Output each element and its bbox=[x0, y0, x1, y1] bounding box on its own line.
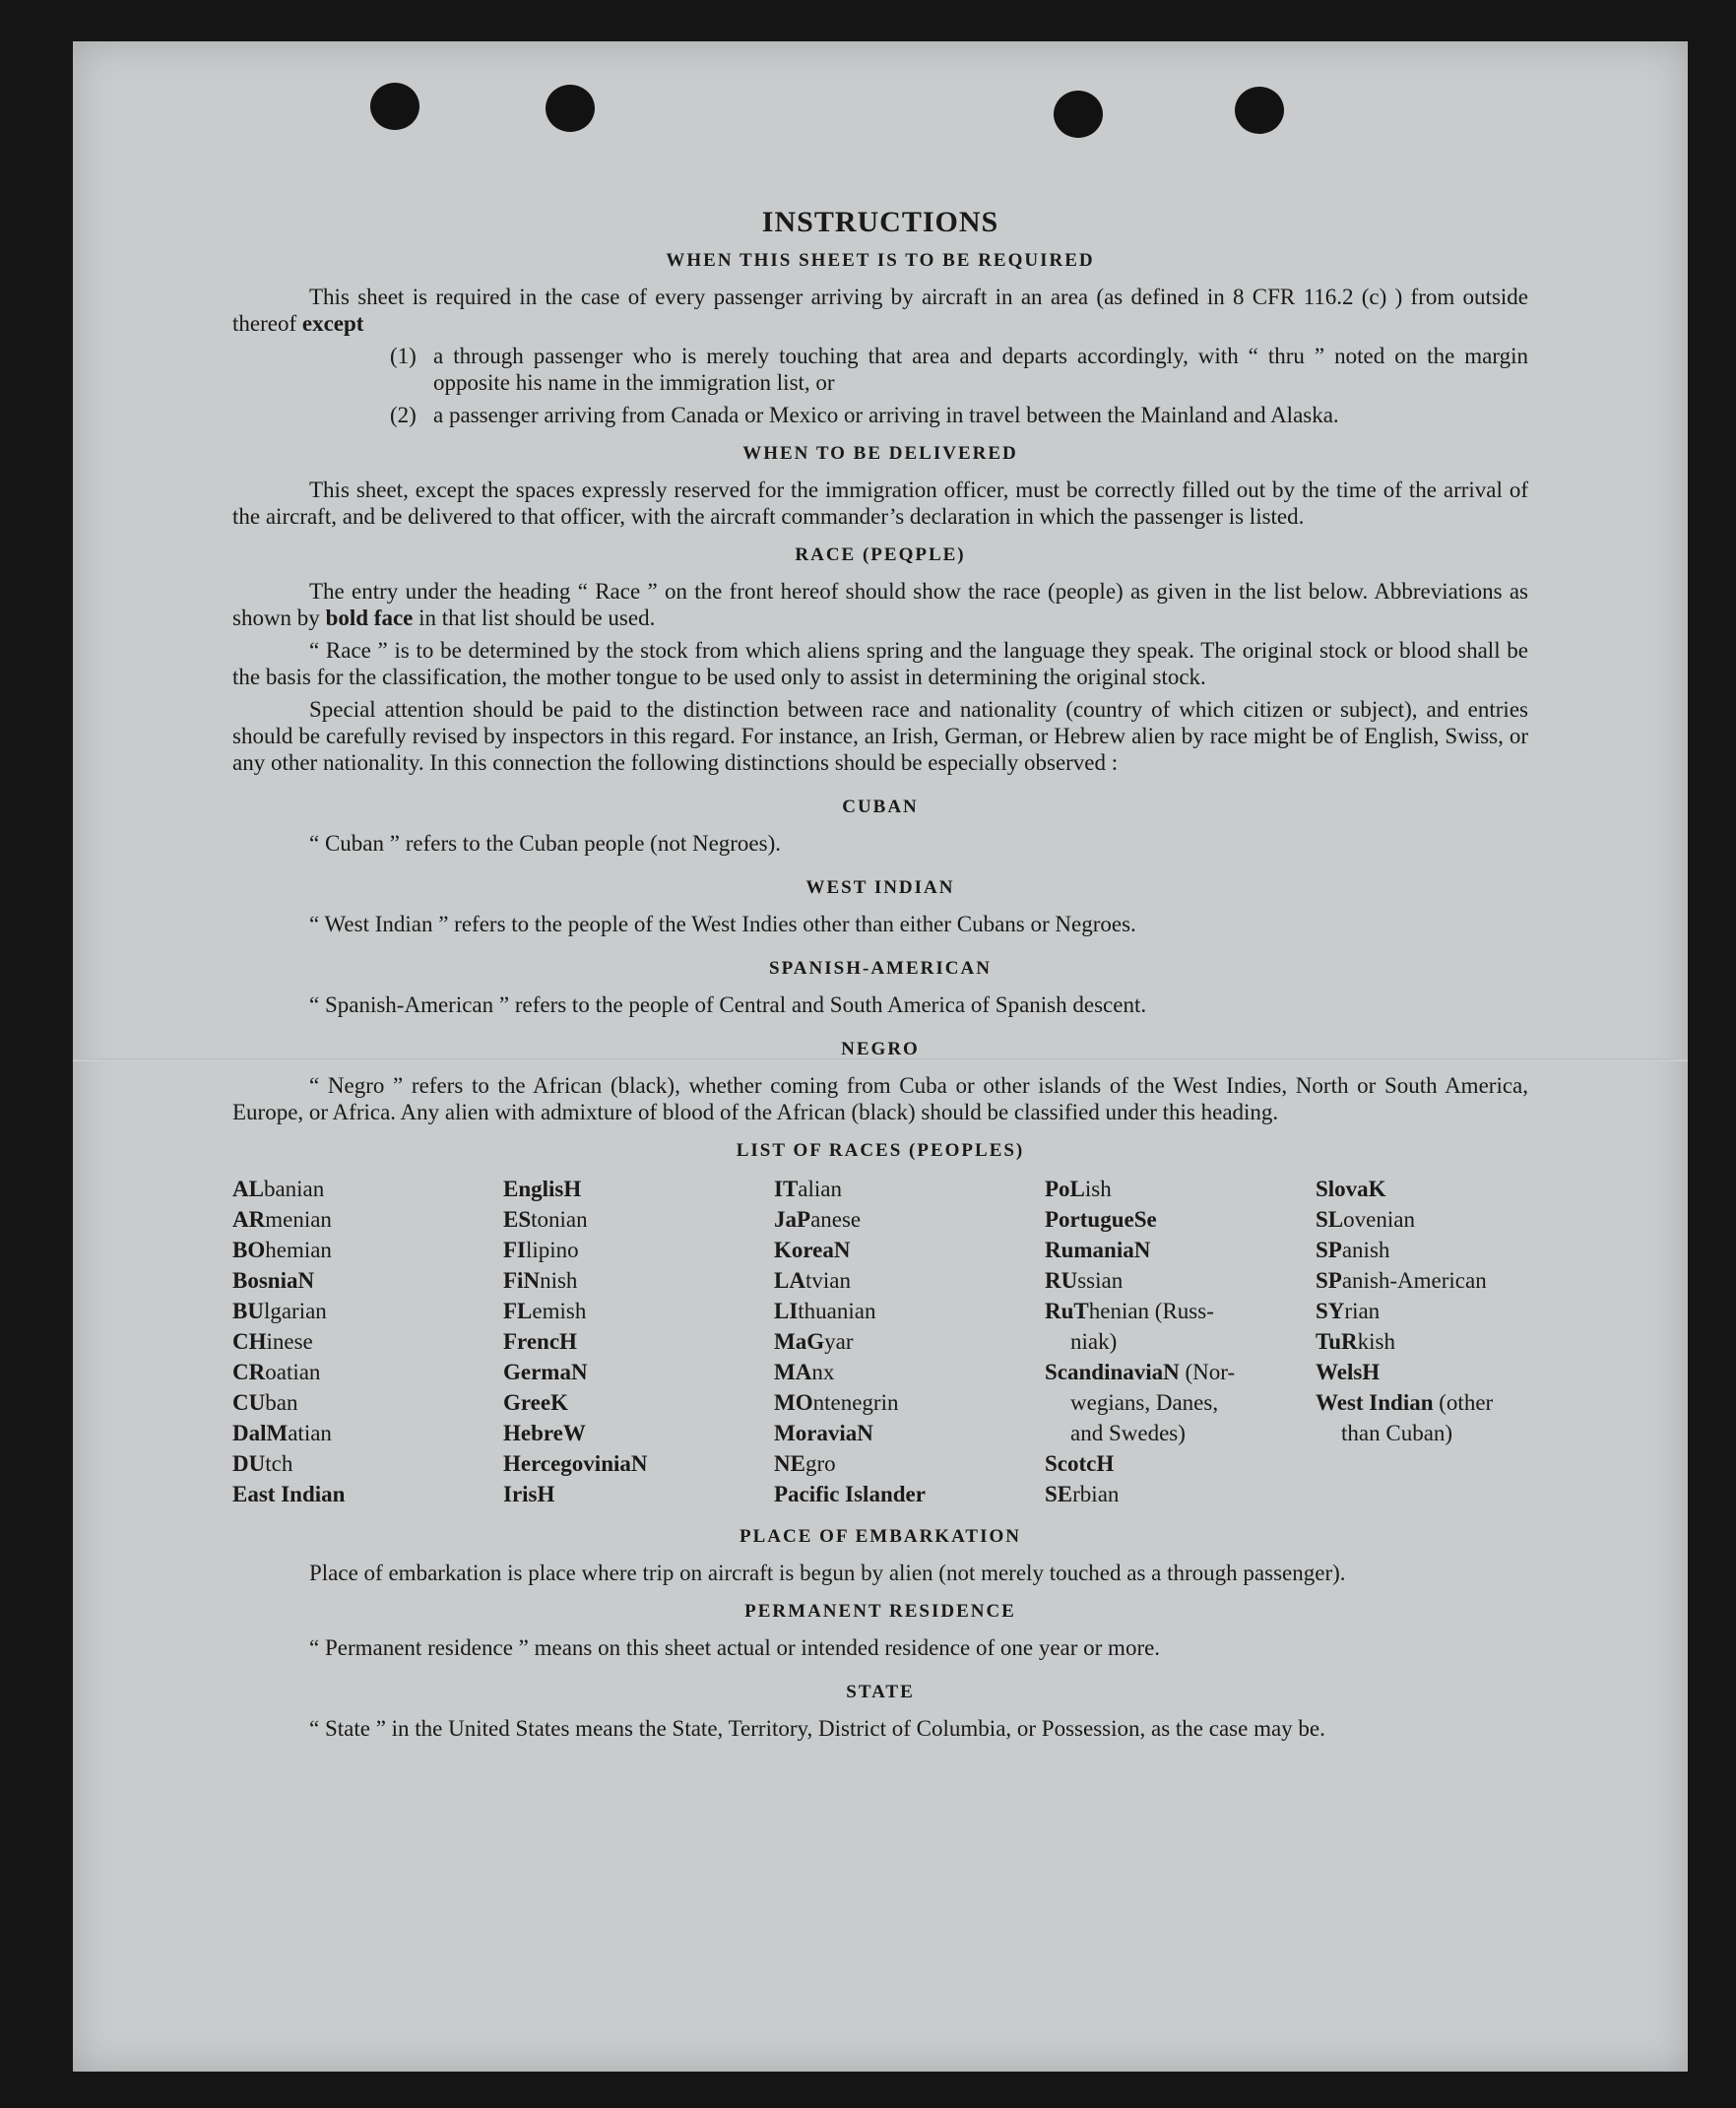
race-entry bbox=[232, 1296, 503, 1326]
race-abbrev: TuR bbox=[1316, 1329, 1358, 1354]
race-entry bbox=[503, 1357, 774, 1387]
race-entry bbox=[1316, 1326, 1586, 1357]
races-list bbox=[232, 1174, 1528, 1509]
race-entry bbox=[774, 1265, 1045, 1296]
race-abbrev: BO bbox=[232, 1238, 266, 1262]
race-entry bbox=[503, 1235, 774, 1265]
race-abbrev: RuT bbox=[1045, 1299, 1089, 1323]
when-required-intro: This sheet is required in the case of every passenger arriving by aircraft in an area (as defined in 8 CFR 116.2 (c) ) from outside thereof except bbox=[232, 285, 1528, 336]
race-abbrev: FL bbox=[503, 1299, 533, 1323]
race-abbrev: WelsH bbox=[1316, 1360, 1381, 1384]
race-rest: lgarian bbox=[263, 1299, 327, 1323]
race-entry bbox=[774, 1174, 1045, 1204]
west-indian-text: “ West Indian ” refers to the people of the West Indies other than either Cubans or Negroes. bbox=[309, 912, 1136, 936]
race-entry bbox=[503, 1387, 774, 1418]
race-entry bbox=[774, 1235, 1045, 1265]
race-rest: tonian bbox=[531, 1207, 588, 1232]
race-entry bbox=[1316, 1296, 1586, 1326]
punch-hole bbox=[546, 85, 595, 132]
race-abbrev: EnglisH bbox=[503, 1177, 582, 1201]
race-rest: gro bbox=[804, 1451, 836, 1476]
race-abbrev: SE bbox=[1045, 1482, 1073, 1506]
race-abbrev: SY bbox=[1316, 1299, 1345, 1323]
race-abbrev: PortugueSe bbox=[1045, 1207, 1157, 1232]
race-abbrev: CH bbox=[232, 1329, 267, 1354]
race-abbrev: IrisH bbox=[503, 1482, 555, 1506]
race-abbrev: DalM bbox=[232, 1421, 289, 1445]
race-entry bbox=[1045, 1357, 1316, 1387]
race-entry bbox=[232, 1418, 503, 1448]
punch-hole bbox=[1054, 91, 1103, 138]
race-entry bbox=[774, 1387, 1045, 1418]
race-abbrev: SL bbox=[1316, 1207, 1344, 1232]
race-entry bbox=[1045, 1448, 1316, 1479]
race-rest: emish bbox=[532, 1299, 587, 1323]
race-rest: and Swedes) bbox=[1070, 1421, 1186, 1445]
race-rest: ish bbox=[1084, 1177, 1112, 1201]
race-abbrev: AR bbox=[232, 1207, 266, 1232]
race-abbrev: SP bbox=[1316, 1238, 1342, 1262]
heading-when-delivered: WHEN TO BE DELIVERED bbox=[742, 443, 1018, 464]
race-abbrev: MO bbox=[774, 1390, 813, 1415]
race-abbrev: FiN bbox=[503, 1268, 541, 1293]
race-rest: oatian bbox=[265, 1360, 321, 1384]
embarkation-text: Place of embarkation is place where trip on aircraft is begun by alien (not merely touched as a through passenger). bbox=[309, 1561, 1346, 1585]
race-column bbox=[1316, 1174, 1586, 1509]
race-rest: wegians, Danes, bbox=[1070, 1390, 1219, 1415]
race-rest: nish bbox=[540, 1268, 578, 1293]
race-rest: tch bbox=[265, 1451, 293, 1476]
race-paragraph-3: Special attention should be paid to the distinction between race and nationality (country of which citizen or subject), and entries should be carefully revised by inspectors in this regard. For instance, an Irish, German, or Hebrew alien by race might be of English, Swiss, or any other nationality. In this connection the following distinctions should be especially observed : bbox=[232, 697, 1528, 775]
race-abbrev: FI bbox=[503, 1238, 526, 1262]
race-entry bbox=[503, 1296, 774, 1326]
race-entry bbox=[774, 1357, 1045, 1387]
race-abbrev: DU bbox=[232, 1451, 266, 1476]
race-entry bbox=[232, 1326, 503, 1357]
race-entry bbox=[774, 1326, 1045, 1357]
race-entry bbox=[232, 1204, 503, 1235]
heading-cuban: CUBAN bbox=[842, 797, 919, 817]
race-column bbox=[1045, 1174, 1316, 1509]
negro-text: “ Negro ” refers to the African (black), whether coming from Cuba or other islands of the West Indies, North or South America, Europe, or Africa. Any alien with admixture of blood of the African (black) should be classified under this heading. bbox=[232, 1073, 1528, 1124]
race-abbrev: West Indian bbox=[1316, 1390, 1434, 1415]
race-abbrev: ES bbox=[503, 1207, 532, 1232]
race-entry bbox=[1316, 1357, 1586, 1387]
race-entry bbox=[503, 1479, 774, 1509]
race-entry bbox=[503, 1204, 774, 1235]
heading-when-required: WHEN THIS SHEET IS TO BE REQUIRED bbox=[666, 250, 1095, 271]
heading-spanish-american: SPANISH-AMERICAN bbox=[769, 958, 992, 979]
race-rest: tvian bbox=[804, 1268, 851, 1293]
race-rest: lipino bbox=[526, 1238, 579, 1262]
race-rest: niak) bbox=[1070, 1329, 1118, 1354]
punch-hole bbox=[1235, 87, 1284, 134]
spanish-american-text: “ Spanish-American ” refers to the people of Central and South America of Spanish descent. bbox=[309, 992, 1147, 1017]
race-entry bbox=[1316, 1204, 1586, 1235]
race-paragraph-1: The entry under the heading “ Race ” on the front hereof should show the race (people) as given in the list below. Abbreviations as shown by bold face in that list should be used. bbox=[232, 579, 1528, 630]
race-abbrev: CU bbox=[232, 1390, 266, 1415]
race-abbrev: FrencH bbox=[503, 1329, 577, 1354]
race-rest: henian (Russ- bbox=[1088, 1299, 1214, 1323]
item-text: a through passenger who is merely touching that area and departs accordingly, with “ thru ” noted on the margin opposite his name in the immigration list, or bbox=[433, 344, 1528, 395]
race-rest: menian bbox=[265, 1207, 332, 1232]
race-abbrev: BosniaN bbox=[232, 1268, 315, 1293]
heading-race: RACE (PEQPLE) bbox=[795, 544, 966, 565]
race-abbrev: SP bbox=[1316, 1268, 1342, 1293]
race-entry bbox=[1316, 1387, 1586, 1418]
race-entry bbox=[1045, 1235, 1316, 1265]
race-rest: banian bbox=[263, 1177, 325, 1201]
race-rest: rbian bbox=[1072, 1482, 1120, 1506]
race-entry bbox=[232, 1387, 503, 1418]
heading-list-of-races: LIST OF RACES (PEOPLES) bbox=[736, 1140, 1025, 1161]
race-entry bbox=[1316, 1174, 1586, 1204]
race-entry bbox=[232, 1357, 503, 1387]
race-rest: kish bbox=[1357, 1329, 1395, 1354]
race-abbrev: RU bbox=[1045, 1268, 1078, 1293]
race-rest: ntenegrin bbox=[812, 1390, 899, 1415]
race-abbrev: JaP bbox=[774, 1207, 811, 1232]
race-rest: atian bbox=[288, 1421, 332, 1445]
race-abbrev: GermaN bbox=[503, 1360, 588, 1384]
race-rest: (other bbox=[1433, 1390, 1494, 1415]
race-rest: (Nor- bbox=[1179, 1360, 1236, 1384]
race-entry bbox=[232, 1235, 503, 1265]
race-abbrev: MoraviaN bbox=[774, 1421, 873, 1445]
heading-west-indian: WEST INDIAN bbox=[805, 877, 955, 898]
instructions-content bbox=[232, 206, 1528, 1748]
page-title: INSTRUCTIONS bbox=[761, 206, 999, 238]
heading-state: STATE bbox=[846, 1682, 915, 1702]
race-rest: ovenian bbox=[1343, 1207, 1415, 1232]
race-entry bbox=[774, 1204, 1045, 1235]
item-number: (1) bbox=[390, 344, 417, 368]
race-abbrev: IT bbox=[774, 1177, 799, 1201]
document-sheet bbox=[73, 41, 1688, 2072]
race-abbrev: Pacific Islander bbox=[774, 1482, 926, 1506]
race-column bbox=[503, 1174, 774, 1509]
race-rest: ban bbox=[265, 1390, 298, 1415]
race-entry bbox=[1316, 1265, 1586, 1296]
race-abbrev: PoL bbox=[1045, 1177, 1085, 1201]
heading-negro: NEGRO bbox=[841, 1039, 920, 1059]
race-rest: than Cuban) bbox=[1341, 1421, 1453, 1445]
race-entry bbox=[1045, 1296, 1316, 1326]
race-entry bbox=[503, 1326, 774, 1357]
race-abbrev: HebreW bbox=[503, 1421, 586, 1445]
race-entry bbox=[1045, 1479, 1316, 1509]
race-rest: nx bbox=[811, 1360, 835, 1384]
heading-embarkation: PLACE OF EMBARKATION bbox=[739, 1526, 1021, 1547]
bold-face-text: bold face bbox=[325, 606, 414, 630]
item-text: a passenger arriving from Canada or Mexico or arriving in travel between the Mainland and Alaska. bbox=[433, 403, 1339, 427]
race-abbrev: RumaniaN bbox=[1045, 1238, 1151, 1262]
race-entry bbox=[232, 1265, 503, 1296]
item-number: (2) bbox=[390, 403, 417, 427]
race-abbrev: GreeK bbox=[503, 1390, 568, 1415]
race-entry bbox=[503, 1174, 774, 1204]
race-abbrev: MA bbox=[774, 1360, 812, 1384]
race-entry bbox=[1316, 1235, 1586, 1265]
race-entry bbox=[232, 1479, 503, 1509]
residence-text: “ Permanent residence ” means on this sheet actual or intended residence of one year or more. bbox=[309, 1635, 1161, 1660]
race-rest: ssian bbox=[1077, 1268, 1124, 1293]
race-rest: hemian bbox=[265, 1238, 332, 1262]
race-entry bbox=[503, 1448, 774, 1479]
race-rest: inese bbox=[266, 1329, 313, 1354]
race-paragraph-2: “ Race ” is to be determined by the stock from which aliens spring and the language they speak. The original stock or blood shall be the basis for the classification, the mother tongue to be used only to assist in determining the original stock. bbox=[232, 638, 1528, 689]
race-entry bbox=[232, 1448, 503, 1479]
race-abbrev: East Indian bbox=[232, 1482, 346, 1506]
race-abbrev: LI bbox=[774, 1299, 799, 1323]
race-rest: thuanian bbox=[798, 1299, 876, 1323]
race-entry bbox=[774, 1296, 1045, 1326]
state-text: “ State ” in the United States means the State, Territory, District of Columbia, or Possession, as the case may be. bbox=[309, 1716, 1325, 1741]
race-abbrev: HercegoviniaN bbox=[503, 1451, 648, 1476]
race-entry bbox=[1045, 1387, 1316, 1418]
race-abbrev: AL bbox=[232, 1177, 264, 1201]
race-abbrev: NE bbox=[774, 1451, 805, 1476]
race-abbrev: LA bbox=[774, 1268, 805, 1293]
race-abbrev: SlovaK bbox=[1316, 1177, 1386, 1201]
race-abbrev: CR bbox=[232, 1360, 266, 1384]
race-rest: yar bbox=[824, 1329, 854, 1354]
cuban-text: “ Cuban ” refers to the Cuban people (not Negroes). bbox=[309, 831, 782, 856]
race-rest: anish-American bbox=[1341, 1268, 1487, 1293]
race-abbrev: ScandinaviaN bbox=[1045, 1360, 1180, 1384]
punch-hole bbox=[370, 83, 419, 130]
when-delivered-text: This sheet, except the spaces expressly reserved for the immigration officer, must be correctly filled out by the time of the arrival of the aircraft, and be delivered to that officer, with the aircraft commander’s declaration in which the passenger is listed. bbox=[232, 478, 1528, 529]
race-entry bbox=[774, 1418, 1045, 1448]
race-entry bbox=[774, 1479, 1045, 1509]
race-entry bbox=[774, 1448, 1045, 1479]
race-entry bbox=[1045, 1174, 1316, 1204]
race-entry bbox=[1045, 1418, 1316, 1448]
race-entry bbox=[1316, 1418, 1586, 1448]
race-rest: anese bbox=[810, 1207, 862, 1232]
race-abbrev: BU bbox=[232, 1299, 264, 1323]
race-entry bbox=[503, 1265, 774, 1296]
heading-residence: PERMANENT RESIDENCE bbox=[744, 1601, 1016, 1622]
race-abbrev: ScotcH bbox=[1045, 1451, 1115, 1476]
race-abbrev: MaG bbox=[774, 1329, 825, 1354]
race-abbrev: KoreaN bbox=[774, 1238, 851, 1262]
race-rest: rian bbox=[1344, 1299, 1381, 1323]
race-column bbox=[232, 1174, 503, 1509]
race-entry bbox=[1045, 1204, 1316, 1235]
race-entry bbox=[1045, 1326, 1316, 1357]
exception-item bbox=[390, 343, 1528, 396]
race-rest: alian bbox=[798, 1177, 842, 1201]
race-entry bbox=[232, 1174, 503, 1204]
race-entry bbox=[503, 1418, 774, 1448]
race-entry bbox=[1045, 1265, 1316, 1296]
exception-item bbox=[390, 402, 1528, 428]
race-rest: anish bbox=[1341, 1238, 1390, 1262]
race-column bbox=[774, 1174, 1045, 1509]
except-bold: except bbox=[301, 311, 364, 336]
